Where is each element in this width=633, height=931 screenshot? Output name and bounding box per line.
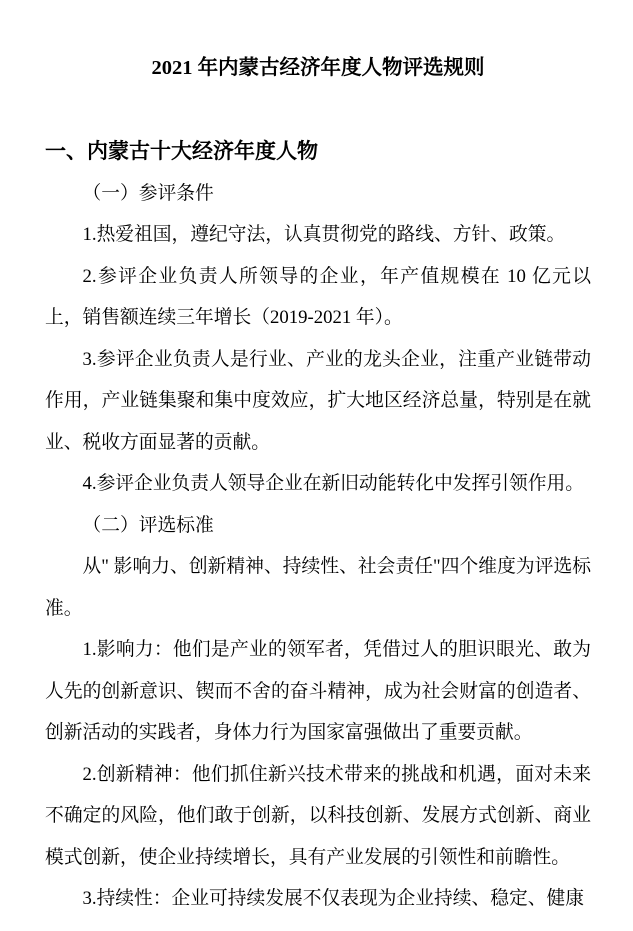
document-title: 2021 年内蒙古经济年度人物评选规则 [151,57,485,79]
condition-item-1: 1.热爱祖国，遵纪守法，认真贯彻党的路线、方针、政策。 [82,224,566,245]
subsection-title-criteria: （二）评选标准 [82,514,214,536]
criteria-item-1: 1.影响力：他们是产业的领军者，凭借过人的胆识眼光、敢为人先的创新意识、锲而不舍的奋斗精神，成为社会财富的创造者、创新活动的实践者，身体力行为国家富强做出了重要贡献。 [45,639,591,743]
criteria-item-3: 3.持续性：企业可持续发展不仅表现为企业持续、稳定、健康 [82,888,585,909]
criteria-item-2: 2.创新精神：他们抓住新兴技术带来的挑战和机遇，面对未来不确定的风险，他们敢于创新，以科技创新、发展方式创新、商业模式创新，使企业持续增长，具有产业发展的引领性和前瞻性。 [45,763,591,868]
subsection-title-conditions: （一）参评条件 [82,182,214,204]
criteria-intro: 从" 影响力、创新精神、持续性、社会责任"四个维度为评选标准。 [45,556,591,619]
condition-item-2: 2.参评企业负责人所领导的企业，年产值规模在 10 亿元以上，销售额连续三年增长（2019-2021 年）。 [45,265,591,328]
document-content [45,48,591,920]
condition-item-3: 3.参评企业负责人是行业、产业的龙头企业，注重产业链带动作用，产业链集聚和集中度效应，扩大地区经济总量，特别是在就业、税收方面显著的贡献。 [45,348,591,453]
section-heading-1: 一、内蒙古十大经济年度人物 [45,139,318,163]
condition-item-4: 4.参评企业负责人领导企业在新旧动能转化中发挥引领作用。 [82,473,585,494]
